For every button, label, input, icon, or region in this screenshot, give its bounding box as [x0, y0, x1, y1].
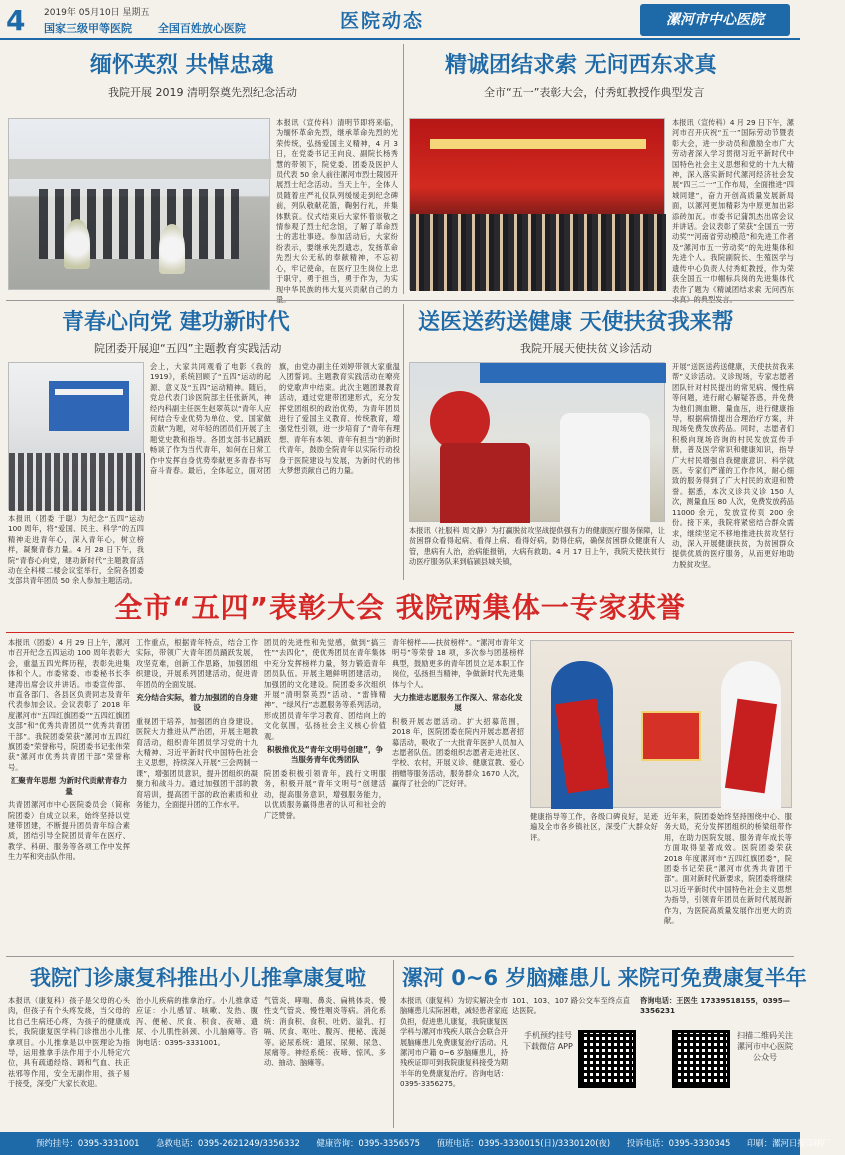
divider	[403, 44, 404, 294]
footer-item: 印刷：漯河日报印刷厂	[747, 1138, 831, 1148]
article4-subtitle: 我院开展天使扶贫义诊活动	[520, 342, 652, 355]
footer-item: 值班电话：0395-3330015(日)/3330120(夜)	[436, 1138, 611, 1148]
footer-item: 健康咨询：0395-3356575	[316, 1138, 421, 1148]
issue-date: 2019年 05月10日 星期五	[44, 8, 150, 18]
footer-item: 投诉电话：0395-3330345	[626, 1138, 731, 1148]
article3-caption: 本报讯（团委 于聪）为纪念“五四”运动 100 周年，将“爱国、民主、科学”的五四精神走进青年心，深入青年心，树立榜样，凝聚青春力量。4 月 28 日下午，我院“青春心向党，建功新时代”主题教育活动在全科楼二楼会议室举行，全院各团委支部共青年团员 50 余人参加主题活动。	[8, 514, 144, 586]
divider	[403, 304, 404, 580]
divider	[6, 632, 794, 633]
feature-col-5-caption: 健康指导等工作，各级口碑良好，足迹遍及全市各乡镇社区，深受广大群众好评。	[530, 812, 658, 842]
footer-item: 急救电话：0395-2621249/3356332	[156, 1138, 300, 1148]
divider	[6, 956, 794, 957]
article1-body: 本报讯（宣传科）清明节即将来临，为缅怀革命先烈，继承革命先烈的光荣传统，弘扬爱国主义精神，4 月 3 日，在党委书记王向良、副院长杨秀慧的带领下，院党委、团委及医护人员代表 50 余人前往漯河市烈士陵园开展烈士纪念活动。当天上午，全体人员随着庄严礼仪队列缓缓走到纪念碑前，列队敬献花篮，鞠躬行礼，并集体默哀。仪式结束后大家怀着崇敬之情参观了烈士纪念馆，了解了革命烈士的悲壮事迹。参加活动后，大家纷纷表示，要继承先烈遗志，发扬革命先烈大公无私的奉献精神，不忘初心，牢记使命，在医疗卫生岗位上忠于职守，勇于担当，勇于作为，为实现中华民族的伟大复兴贡献自己的力	[276, 118, 398, 294]
page-number: 4	[6, 4, 26, 37]
award-winners-photo	[530, 640, 792, 808]
masthead	[0, 0, 800, 40]
footer-bar	[0, 1132, 831, 1155]
article2-title: 精诚团结求索 无问西东求真	[445, 53, 717, 78]
article4-caption: 本报讯（社服科 周文静）为打赢脱贫攻坚战提供强有力的健康医疗服务保障，让贫困群众看得起病、看得上病、看得好病，防得住病，确保贫困群众健康有人管，患病有人治，治病能报销，大病有救助。4 月 17 日上午，我院天使扶贫行动医疗服务队来到临颍县城关镇，	[409, 526, 665, 567]
feature-col-1: 本报讯（团委）4 月 29 日上午，漯河市召开纪念五四运动 100 周年表彰大会，重温五四光辉历程，表彰先进集体和个人。市委常委、市委秘书长李建涛出席会议并讲话。市委宣传部、市直各部门、各县区负责同志及青年代表参加会议。会议表彰了 2018 年度漯河市“五四红旗团委”“五四红旗团支部”和“优秀共青团员”“优秀共青团干部”。我院团委荣获“漯河市五四红旗团委”荣誉称号，院团委书记张伟荣获“漯河市优秀共青团干部”荣誉称号。 汇聚青年思想 为新时代贡献青春力量 共青团漯河市中心医院委员会（简称院团委）自成立以来，始终坚持以党建带团建，不断提升团员青年综合素质，团结引导全院团员青年在医疗、教学、科研、服务等各项工作中发挥生力军和突击队作用。	[8, 638, 130, 862]
slogan-1: 国家三级甲等医院	[44, 22, 132, 35]
feature-subhead-4: 大力推进志愿服务工作深入、常态化发展	[393, 693, 523, 713]
divider	[393, 960, 394, 1128]
memorial-photo	[8, 118, 270, 290]
hospital-logo: 漯河市中心医院	[640, 4, 790, 36]
app-qr-label: 手机预约挂号 下载微信 APP	[523, 1031, 573, 1051]
article1-title: 缅怀英烈 共悼忠魂	[90, 53, 274, 78]
feature-subhead-3: 积极推优及“青年文明号创建”，争当服务青年优秀团队	[266, 745, 384, 765]
wechat-qr-code	[672, 1030, 730, 1088]
article3-title: 青春心向党 建功新时代	[62, 310, 290, 335]
article6-title: 漯河 0~6 岁脑瘫患儿 来院可免费康复半年	[402, 966, 807, 990]
youth-event-photo	[8, 362, 144, 510]
article6-contact: 咨询电话：王医生 17339518155，0395—3356231	[640, 996, 790, 1016]
feature-col-3: 团员的先进性和先觉感，做到“搞三性”“去四化”，使优秀团员在青年集体中充分发挥榜样力量，努力锻造青年团员队伍。开展主题鲜明团建活动，加强团的文化建设。院团委多次组织开展“清明祭英烈”活动、“雷锋精神”、“绿风行”志愿服务等系列活动，形成团员青年学习教育、团结向上的文化氛围，弘扬社会主义核心价值观。 积极推优及“青年文明号创建”，争当服务青年优秀团队 院团委积极引领青年，践行文明服务，积极开展“青年文明号”创建活动，提高服务意识，增强服务能力，以优质服务赢得患者的认可和社会的广泛赞誉。	[264, 638, 386, 820]
article5-title: 我院门诊康复科推出小儿推拿康复啦	[30, 966, 366, 990]
article1-subtitle: 我院开展 2019 清明祭奠先烈纪念活动	[108, 86, 297, 99]
article5-body-2: 治小儿疾病的推拿治疗。小儿推拿适应证：小儿感冒、咳嗽、发热、腹泻、便秘、厌食、积食、夜啼、遗尿、小儿肌性斜颈、小儿脑瘫等。咨询电话：0395-3331001。	[136, 996, 258, 1047]
feature-col-5: 近年来，院团委始终坚持围绕中心、服务大局，充分发挥团组织的桥梁纽带作用，在助力医院发展、服务青年成长等方面取得显著成效。医院团委荣获 2018 年度漯河市“五四红旗团委”，院团委书记荣获“漯河市优秀共青团干部”。面对新时代新要求，院团委将继续以习近平新时代中国特色社会主义思想为指导，引领青年团员在新时代展现新作为，为医院高质量发展作出更大的贡献。	[664, 812, 792, 926]
article4-body: 开展“送医送药送健康，天使扶贫我来帮”义诊活动。义诊现场，专家志愿者团队针对村民提出的常见病、慢性病等问题，进行耐心解疑答惑，并免费为他们测血糖、量血压，进行健康指导，根据病情提出合理治疗方案，并现场免费发放药品。同时，志愿者们积极向现场咨询的村民发放宣传手册，普及医学常识和健康知识，指导广大村民增强自我健康意识、科学就医。专家们严谨的工作作风，耐心细致的服务得到了广大村民的欢迎和赞誉。据悉，本次义诊共义诊 150 人次，测量血压 80 人次，免费发放药品 11000 余元，发放宣传页 200 余份。接下来，我院将紧密结合群众需求，继续坚定不移地推进扶贫攻坚行动，深入开展健康扶贫，为贫困群众提供优质的医疗服务，从而更好地助力脱贫攻坚。	[672, 362, 794, 569]
feature-subhead-2: 充分结合实际，着力加强团的自身建设	[136, 693, 258, 713]
section-title: 医院动态	[340, 10, 425, 32]
footer-item: 预约挂号：0395-3331001	[36, 1138, 140, 1148]
divider	[6, 300, 794, 301]
slogans	[44, 20, 268, 36]
slogan-2: 全国百姓放心医院	[157, 22, 246, 35]
article5-body-1: 本报讯（康复科）孩子是父母的心头肉，但孩子有个头疼发烧，当父母的比自己生病还心疼，为孩子的健康成长，我院康复医学科门诊推出小儿推拿项目。小儿推拿是以中医理论为指导，运用推拿手法作用于小儿特定穴位，具有疏通经络、调和气血、扶正祛邪等作用，安全无副作用，孩子易于接受，深受广大家长欢迎。	[8, 996, 130, 1089]
article2-subtitle: 全市“五一”表彰大会，付秀虹教授作典型发言	[484, 86, 705, 99]
article5-body-3: 气管炎、哮喘、鼻炎、扁桃体炎、慢性支气管炎、慢性咽炎等病。消化系统：消食积、食积、吐奶、溢乳、打嗝、厌食、呕吐、腹泻、便秘、流涎等。泌尿系统：遗尿、尿频、尿急、尿痛等。神经系统：夜啼、惊风、多动、抽动、脑瘫等。	[264, 996, 386, 1068]
feature-title: 全市“五四”表彰大会 我院两集体一专家获誉	[114, 591, 686, 624]
free-clinic-photo	[409, 362, 665, 522]
feature-col-2: 工作重点，根据青年特点，结合工作实际，带领广大青年团员踊跃发展，攻坚克难，创新工作思路，加强团组织建设，开展系列团建活动，促进青年团员的全面发展。 充分结合实际，着力加强团的自身建设 重视团干培养，加强团的自身建设。医院大力推进从严治团，开展主题教育活动，组织青年团员学习党的十九大精神、习近平新时代中国特色社会主义思想，持续深入开展“三会两制一课”，增强团员意识，提升团组织的凝聚力和战斗力。通过加强团干部的教育培训，提高团干部的政治素质和业务能力，全面提升团的工作水平。	[136, 638, 258, 810]
article6-body: 本报讯（康复科）为切实解决全市脑瘫患儿实际困难，减轻患者家庭负担，促进患儿康复，我院康复医学科与漯河市残疾人联合会联合开展脑瘫患儿免费康复治疗活动。凡漯河市户籍 0~6 岁脑瘫患儿，持残疾证即可到我院康复科接受为期半年的免费康复治疗。咨询电话：0395-3356275。	[400, 996, 508, 1089]
award-ceremony-photo	[409, 118, 665, 290]
feature-subhead-1: 汇聚青年思想 为新时代贡献青春力量	[10, 776, 128, 796]
article6-address: 101、103、107 路公交车至终点直达医院。	[512, 996, 630, 1016]
feature-col-4: 青年榜样——扶贫榜样”。“漯河市青年文明号”等荣誉 18 项，多次参与团基榜样典型，鼓励更多的青年团员立足本职工作岗位，弘扬担当精神，争做新时代先进集体与个人。 大力推进志愿服务工作深入、常态化发展 积极开展志愿活动。扩大招募范围，2018 年，医院团委在院内开展志愿者招募活动，吸收了一大批青年医护人员加入志愿者队伍。团委组织志愿者走进社区、学校、农村，开展义诊、健康宣教、爱心捐赠等服务活动，服务群众 1670 人次，赢得了社会的广泛好评。	[392, 638, 524, 789]
article4-title: 送医送药送健康 天使扶贫我来帮	[418, 310, 734, 335]
article2-body: 本报讯（宣传科）4 月 29 日下午，漯河市召开庆祝“五一”国际劳动节暨表彰大会，进一步动员和激励全市广大劳动者深入学习贯彻习近平新时代中国特色社会主义思想和党的十九大精神，深入落实新时代漯河经济社会发展“四三二一”工作布局，全面推进“四城同建”，奋力开创高质量发展新局面，以漯河更加精彩为中原更加出彩添砖加瓦。市委书记蒲凯杰出席会议并讲话。会议表彰了荣获“全国五一劳动奖”“河南省劳动模范”和先进工作者及“漯河市五一劳动奖”的先进集体和先进个人。我院副院长、生殖医学与遗传中心负责人付秀虹教授，作为荣获全国五一巾帼标兵岗的先进集体代表作了题为《精诚团结求索 无问西东	[672, 118, 794, 294]
article3-body: 会上，大家共同观看了电影《我的 1919》，系统回顾了“五四”运动的起源、意义及“五四”运动精神。随后，党总代表门诊医院部主任张新风，神经内科副主任医生赵翠英以“青年人应何结合专业优势为单位、党、国家做贡献”为题，对年轻的团员们开展了主题党史教和指导。各团支部书记踊跃畅谈了作为当代青年，如何在日常工作中发挥自身优势奉献更多青春书写奋斗青春。最后，全体起立，面对团旗，由党办副主任刘婷带领大家重温入团誓词。主题教育实践活动在嘹亮的党歌声中结束。此次主题团课教育活动，通过党建带团建形式，充分发挥党团组织的政治优势，为青年团员进行了爱国主义教育、传统教育，增强党性引领，进一步培育了“青年有理想、青年有本领、青年有担当”的新时代青年，鼓励全院青年以实际行动投身于医院建设与发展，为新时代的伟大梦想贡献自己的力量。	[150, 362, 400, 476]
wechat-qr-label: 扫描二维码关注漯河市中心医院公众号	[737, 1031, 793, 1062]
article3-subtitle: 院团委开展迎“五四”主题教育实践活动	[94, 342, 282, 355]
app-qr-code	[578, 1030, 636, 1088]
